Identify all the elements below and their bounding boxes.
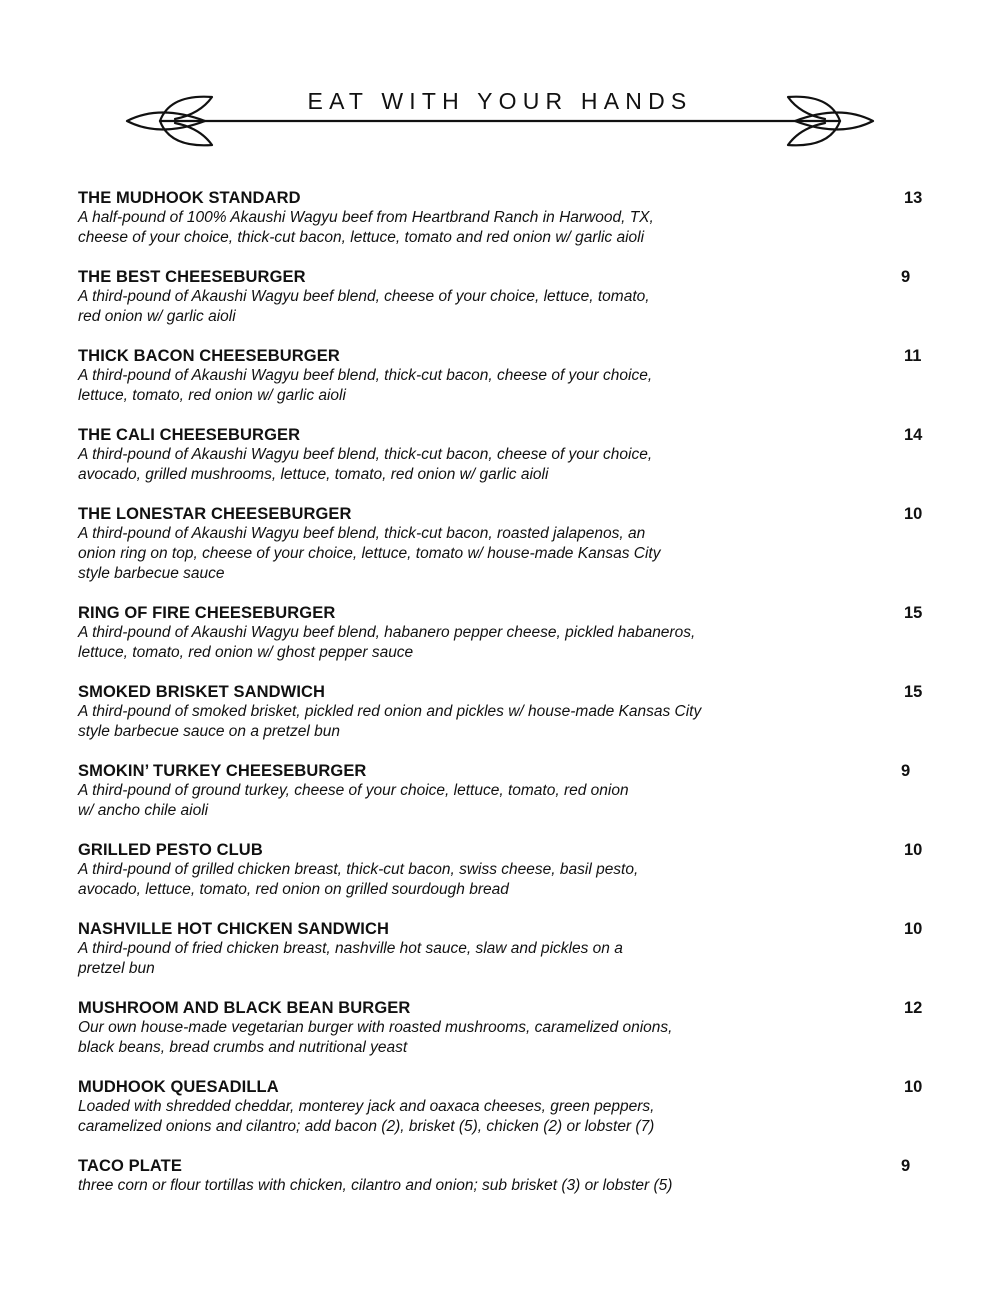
- description-line: style barbecue sauce on a pretzel bun: [78, 723, 340, 740]
- item-name: THICK BACON CHEESEBURGER: [78, 347, 340, 365]
- item-name: SMOKIN’ TURKEY CHEESEBURGER: [78, 762, 367, 780]
- item-name: THE LONESTAR CHEESEBURGER: [78, 505, 352, 523]
- item-price: 15: [904, 683, 923, 701]
- description-line: Our own house-made vegetarian burger with roasted mushrooms, caramelized onions,: [78, 1019, 673, 1036]
- description-line: Loaded with shredded cheddar, monterey jack and oaxaca cheeses, green peppers,: [78, 1098, 655, 1115]
- description-line: lettuce, tomato, red onion w/ garlic aioli: [78, 387, 346, 404]
- section-title: EAT WITH YOUR HANDS: [307, 88, 693, 114]
- item-price: 9: [901, 762, 911, 780]
- item-name: THE CALI CHEESEBURGER: [78, 426, 301, 444]
- description-line: avocado, grilled mushrooms, lettuce, tomato, red onion w/ garlic aioli: [78, 466, 549, 483]
- item-name: NASHVILLE HOT CHICKEN SANDWICH: [78, 920, 389, 938]
- menu-item: [78, 504, 924, 584]
- item-price: 9: [901, 268, 911, 286]
- item-price: 10: [904, 1078, 923, 1096]
- item-name: TACO PLATE: [78, 1157, 182, 1175]
- description-line: A third-pound of Akaushi Wagyu beef blend, cheese of your choice, lettuce, tomato,: [78, 288, 650, 305]
- item-description: [78, 524, 778, 584]
- item-price: 10: [904, 841, 923, 859]
- item-name: THE BEST CHEESEBURGER: [78, 268, 306, 286]
- description-line: A third-pound of fried chicken breast, nashville hot sauce, slaw and pickles on a: [78, 940, 623, 957]
- item-description: [78, 445, 778, 485]
- item-price: 10: [904, 505, 923, 523]
- description-line: onion ring on top, cheese of your choice, lettuce, tomato w/ house-made Kansas City: [78, 545, 661, 562]
- description-line: three corn or flour tortillas with chicken, cilantro and onion; sub brisket (3) or lobster (5): [78, 1177, 673, 1194]
- item-name: GRILLED PESTO CLUB: [78, 841, 263, 859]
- menu-item: [78, 346, 924, 406]
- description-line: A third-pound of Akaushi Wagyu beef blend, thick-cut bacon, cheese of your choice,: [78, 446, 653, 463]
- menu-item: [78, 682, 924, 742]
- menu-item: [78, 188, 924, 248]
- item-name: MUSHROOM AND BLACK BEAN BURGER: [78, 999, 411, 1017]
- item-price: 13: [904, 189, 923, 207]
- item-description: [78, 366, 778, 406]
- description-line: A third-pound of grilled chicken breast, thick-cut bacon, swiss cheese, basil pesto,: [78, 861, 639, 878]
- description-line: A third-pound of ground turkey, cheese of your choice, lettuce, tomato, red onion: [78, 782, 629, 799]
- menu-item: [78, 761, 924, 821]
- item-name: RING OF FIRE CHEESEBURGER: [78, 604, 336, 622]
- description-line: A third-pound of smoked brisket, pickled red onion and pickles w/ house-made Kansas City: [78, 703, 702, 720]
- menu-item: [78, 267, 924, 327]
- item-description: [78, 287, 778, 327]
- menu-item: [78, 425, 924, 485]
- menu-list: [78, 188, 924, 1215]
- item-description: [78, 1176, 778, 1196]
- item-price: 10: [904, 920, 923, 938]
- description-line: pretzel bun: [78, 960, 155, 977]
- item-description: [78, 208, 778, 248]
- item-price: 14: [904, 426, 923, 444]
- item-name: THE MUDHOOK STANDARD: [78, 189, 301, 207]
- description-line: A third-pound of Akaushi Wagyu beef blend, habanero pepper cheese, pickled habaneros,: [78, 624, 696, 641]
- item-name: SMOKED BRISKET SANDWICH: [78, 683, 326, 701]
- description-line: black beans, bread crumbs and nutritional yeast: [78, 1039, 408, 1056]
- description-line: A third-pound of Akaushi Wagyu beef blend, thick-cut bacon, cheese of your choice,: [78, 367, 653, 384]
- description-line: caramelized onions and cilantro; add bacon (2), brisket (5), chicken (2) or lobster (7): [78, 1118, 655, 1135]
- menu-item: [78, 603, 924, 663]
- item-price: 15: [904, 604, 923, 622]
- menu-item: [78, 919, 924, 979]
- item-description: [78, 623, 778, 663]
- description-line: avocado, lettuce, tomato, red onion on grilled sourdough bread: [78, 881, 509, 898]
- description-line: red onion w/ garlic aioli: [78, 308, 236, 325]
- description-line: w/ ancho chile aioli: [78, 802, 209, 819]
- description-line: A third-pound of Akaushi Wagyu beef blend, thick-cut bacon, roasted jalapenos, an: [78, 525, 646, 542]
- item-price: 12: [904, 999, 923, 1017]
- description-line: A half-pound of 100% Akaushi Wagyu beef from Heartbrand Ranch in Harwood, TX,: [78, 209, 654, 226]
- description-line: style barbecue sauce: [78, 565, 225, 582]
- menu-item: [78, 840, 924, 900]
- item-description: [78, 939, 778, 979]
- item-price: 9: [901, 1157, 911, 1175]
- menu-item: [78, 1156, 924, 1196]
- section-header: [0, 80, 1000, 160]
- description-line: cheese of your choice, thick-cut bacon, lettuce, tomato and red onion w/ garlic aioli: [78, 229, 645, 246]
- item-description: [78, 781, 778, 821]
- menu-item: [78, 1077, 924, 1137]
- menu-item: [78, 998, 924, 1058]
- item-price: 11: [904, 347, 922, 365]
- item-description: [78, 860, 778, 900]
- item-description: [78, 702, 778, 742]
- item-description: [78, 1018, 778, 1058]
- description-line: lettuce, tomato, red onion w/ ghost pepper sauce: [78, 644, 414, 661]
- item-name: MUDHOOK QUESADILLA: [78, 1078, 279, 1096]
- item-description: [78, 1097, 778, 1137]
